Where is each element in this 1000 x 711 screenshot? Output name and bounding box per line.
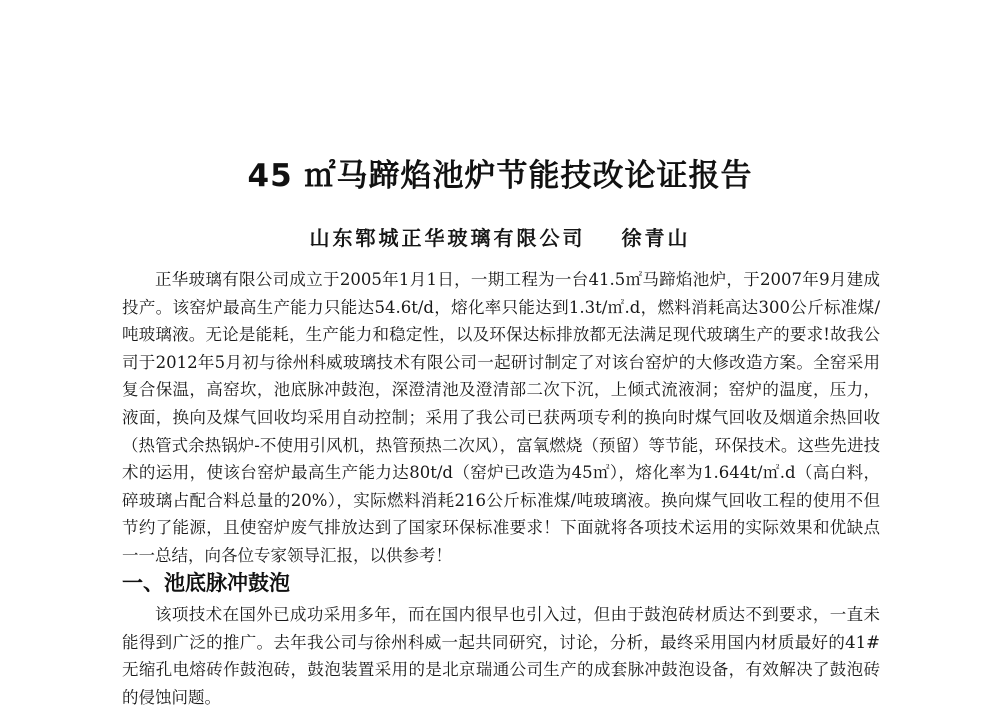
report-title: 45 ㎡马蹄焰池炉节能技改论证报告 (247, 158, 753, 194)
author-name: 徐青山 (621, 226, 691, 250)
author-line (0, 222, 1000, 251)
section-1-paragraph: 该项技术在国外已成功采用多年，而在国内很早也引入过，但由于鼓泡砖材质达不到要求，一直未能得到广泛的推广。去年我公司与徐州科威一起共同研究，讨论，分析，最终采用国内材质最好的41#无缩孔电熔砖作鼓泡砖，鼓泡装置采用的是北京瑞通公司生产的成套脉冲鼓泡设备，有效解决了鼓泡砖的侵蚀问题。 (122, 605, 880, 707)
intro-paragraph: 正华玻璃有限公司成立于2005年1月1日，一期工程为一台41.5㎡马蹄焰池炉，于2007年9月建成投产。该窑炉最高生产能力只能达54.6t/d，熔化率只能达到1.3t/㎡.d，燃料消耗高达300公斤标准煤/吨玻璃液。无论是能耗，生产能力和稳定性，以及环保达标排放都无法满足现代玻璃生产的要求!故我公司于2012年5月初与徐州科威玻璃技术有限公司一起研讨制定了对该台窑炉的大修改造方案。全窑采用复合保温，高窑坎，池底脉冲鼓泡，深澄清池及澄清部二次下沉，上倾式流液洞；窑炉的温度，压力，液面，换向及煤气回收均采用自动控制；采用了我公司已获两项专利的换向时煤气回收及烟道余热回收（热管式余热锅炉-不使用引风机，热管预热二次风），富氧燃烧（预留）等节能，环保技术。这些先进技术的运用，使该台窑炉最高生产能力达80t/d（窑炉已改造为45㎡），熔化率为1.644t/㎡.d（高白料，碎玻璃占配合料总量的20%），实际燃料消耗216公斤标准煤/吨玻璃液。换向煤气回收工程的使用不但节约了能源，且使窑炉废气排放达到了国家环保标准要求！下面就将各项技术运用的实际效果和优缺点一一总结，向各位专家领导汇报，以供参考！ (122, 270, 880, 565)
author-organization: 山东郓城正华玻璃有限公司 (309, 226, 586, 250)
section-heading-1: 一、池底脉冲鼓泡 (122, 571, 290, 595)
